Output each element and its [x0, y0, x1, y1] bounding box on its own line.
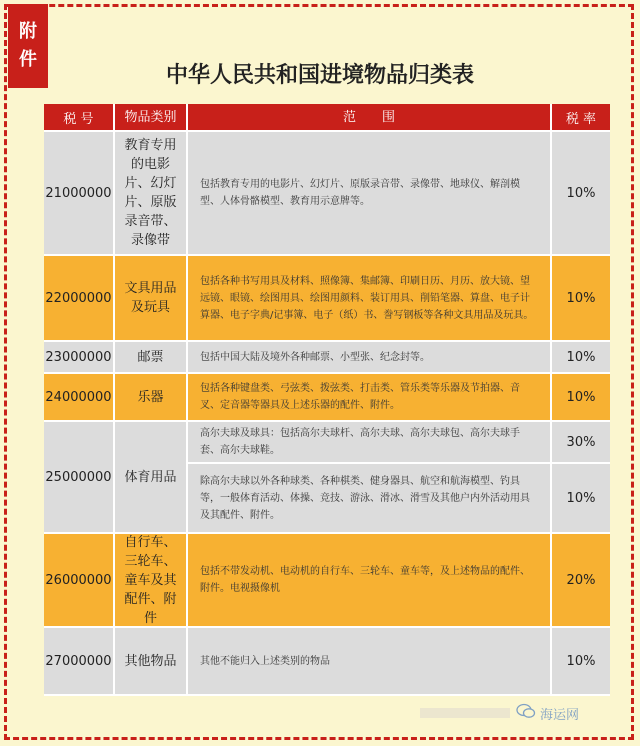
sub-rows [188, 422, 610, 534]
wechat-icon [516, 703, 536, 719]
page-title: 中华人民共和国进境物品归类表 [165, 63, 474, 88]
row-category: 邮票 [115, 342, 188, 374]
header-code: 税 号 [44, 104, 115, 132]
row-scope: 包括教育专用的电影片、幻灯片、原版录音带、录像带、地球仪、解剖模型、人体骨骼模型、教育用示意牌等。 [188, 132, 552, 256]
sub-row [188, 422, 610, 464]
classification-table [44, 104, 610, 696]
sub-row [188, 464, 610, 534]
table-row [44, 534, 610, 628]
row-rate: 10% [552, 374, 610, 422]
header-scope: 范 围 [188, 104, 552, 132]
row-rate: 30% [552, 422, 610, 464]
row-rate: 10% [552, 256, 610, 342]
table-row [44, 132, 610, 256]
row-rate: 10% [552, 628, 610, 696]
header-category: 物品类别 [115, 104, 188, 132]
blurred-watermark [420, 708, 510, 718]
row-code: 22000000 [44, 256, 115, 342]
row-scope: 高尔夫球及球具：包括高尔夫球杆、高尔夫球、高尔夫球包、高尔夫球手套、高尔夫球鞋。 [188, 422, 552, 464]
row-scope: 包括中国大陆及境外各种邮票、小型张、纪念封等。 [188, 342, 552, 374]
table-row [44, 342, 610, 374]
annex-tag-line1: 附 [19, 21, 37, 42]
header-rate: 税 率 [552, 104, 610, 132]
row-scope: 包括不带发动机、电动机的自行车、三轮车、童车等，及上述物品的配件、附件。电视摄像机 [188, 534, 552, 628]
annex-tag-line2: 件 [19, 49, 37, 70]
row-category: 其他物品 [115, 628, 188, 696]
row-scope: 其他不能归入上述类别的物品 [188, 628, 552, 696]
row-scope: 包括各种书写用具及材料、照像簿、集邮簿、印刷日历、月历、放大镜、望远镜、眼镜、绘图用具、绘图用颜料、装订用具、削铅笔器、算盘、电子计算器、电子字典/记事簿、电子（纸）书、誊写钢板等各种文具用品及玩具。 [188, 256, 552, 342]
row-category: 体育用品 [115, 422, 188, 534]
row-category: 教育专用的电影片、幻灯片、原版录音带、录像带 [115, 132, 188, 256]
row-category: 自行车、三轮车、童车及其配件、附件 [115, 534, 188, 628]
row-code: 25000000 [44, 422, 115, 534]
row-code: 21000000 [44, 132, 115, 256]
table-header-row [44, 104, 610, 132]
row-rate: 20% [552, 534, 610, 628]
table-row [44, 374, 610, 422]
row-code: 26000000 [44, 534, 115, 628]
row-code: 27000000 [44, 628, 115, 696]
brand-watermark: 海运网 [540, 708, 580, 723]
table-row [44, 422, 610, 534]
row-rate: 10% [552, 464, 610, 534]
row-category: 文具用品及玩具 [115, 256, 188, 342]
row-rate: 10% [552, 132, 610, 256]
row-scope: 除高尔夫球以外各种球类、各种棋类、健身器具、航空和航海模型、钓具等，一般体育活动、体操、竞技、游泳、滑冰、滑雪及其他户内外活动用具及其配件、附件。 [188, 464, 552, 534]
table-row [44, 628, 610, 696]
table-row [44, 256, 610, 342]
row-code: 23000000 [44, 342, 115, 374]
row-category: 乐器 [115, 374, 188, 422]
row-rate: 10% [552, 342, 610, 374]
row-scope: 包括各种键盘类、弓弦类、拨弦类、打击类、管乐类等乐器及节拍器、音叉、定音器等器具及上述乐器的配件、附件。 [188, 374, 552, 422]
row-code: 24000000 [44, 374, 115, 422]
